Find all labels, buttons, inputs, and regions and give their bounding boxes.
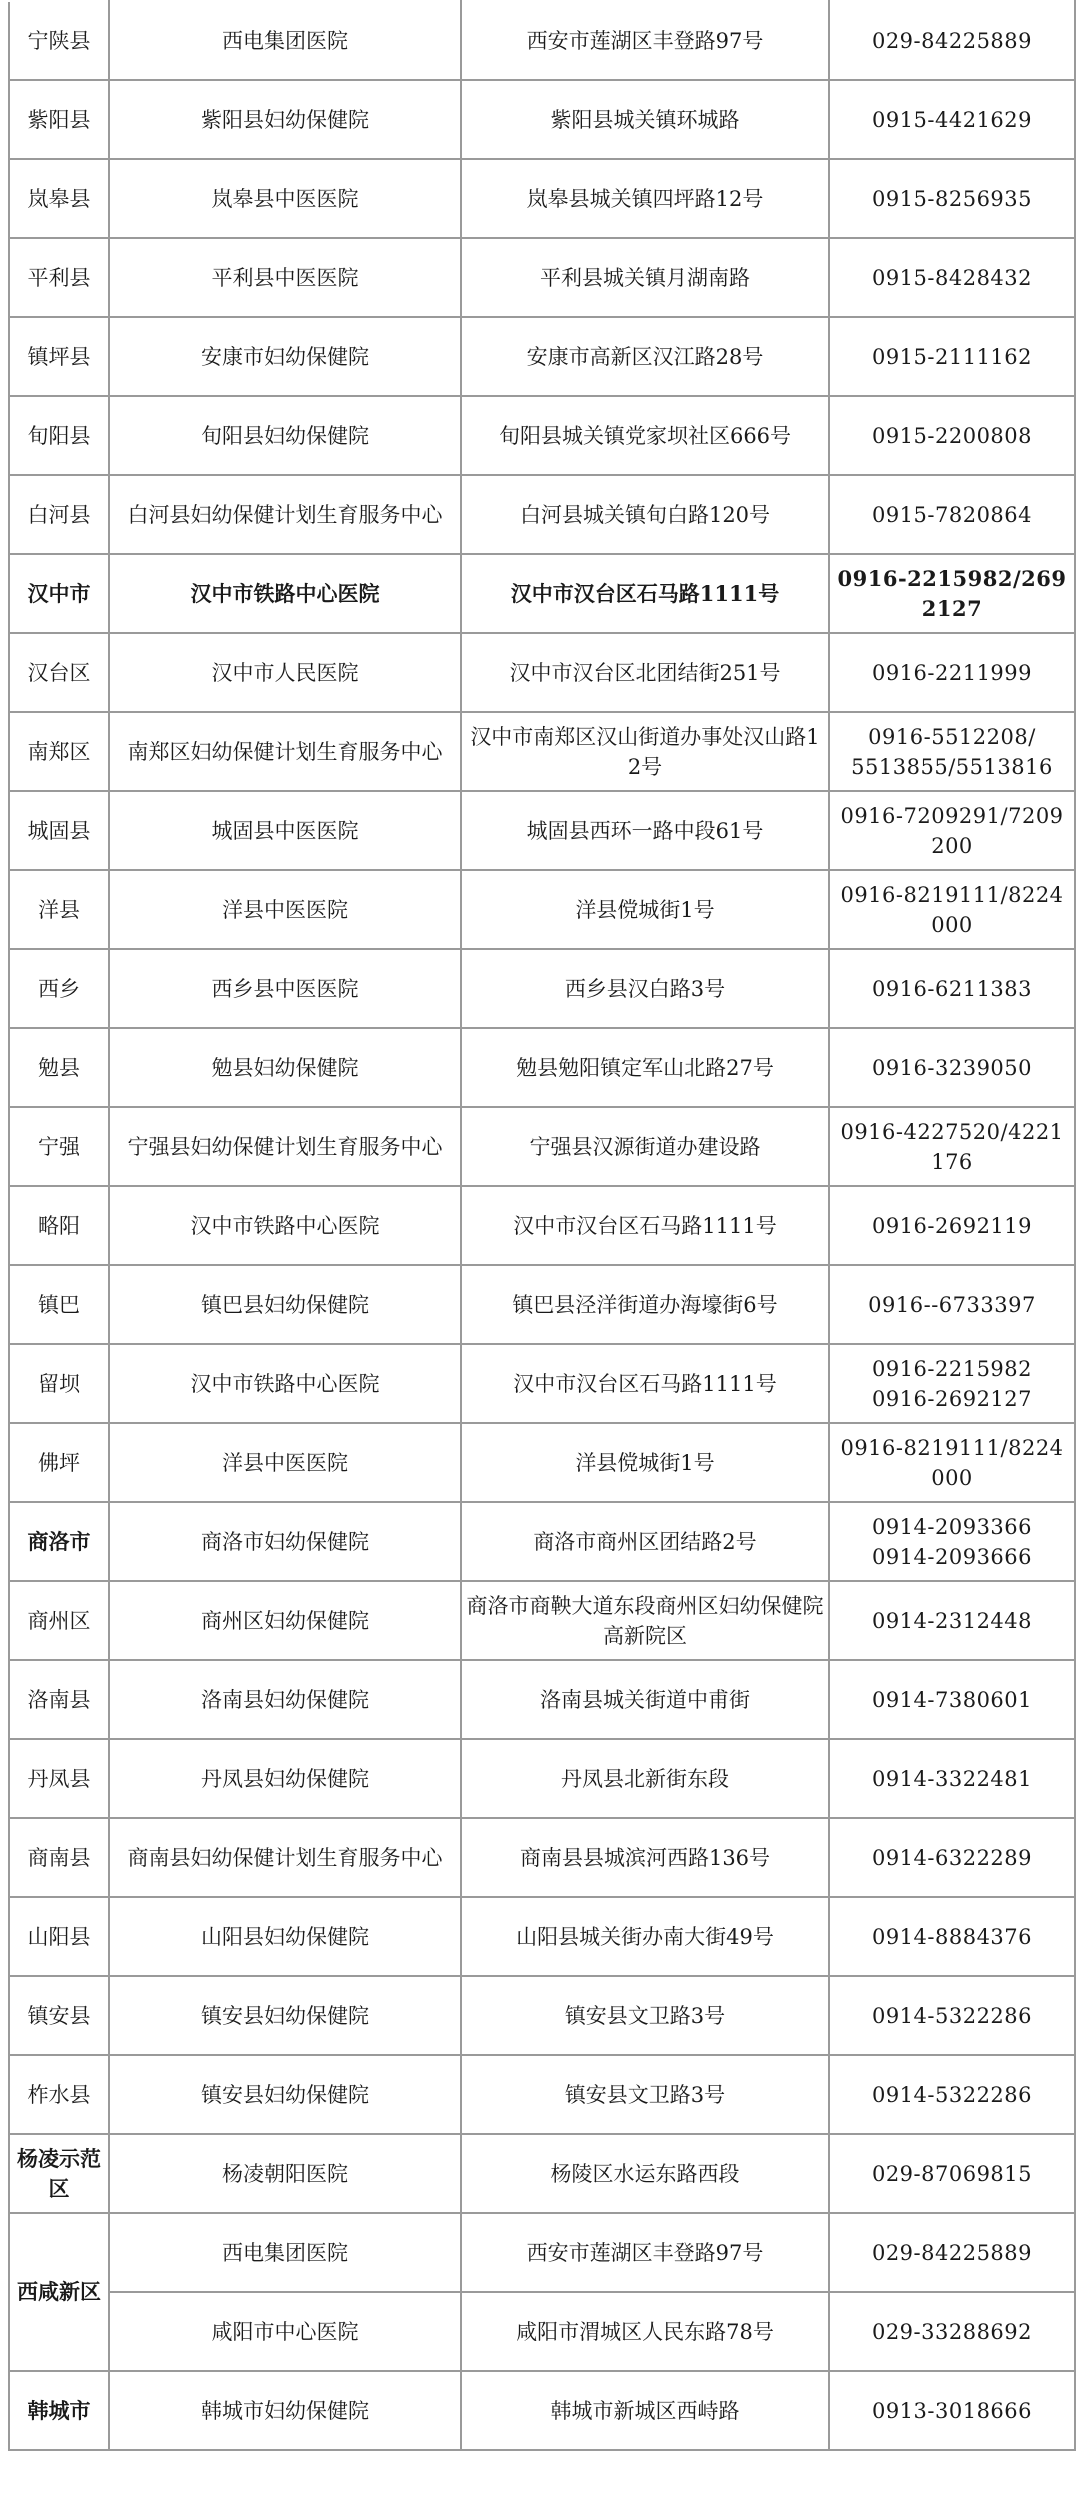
hospital-contact-table	[8, 0, 1076, 2451]
hospital-cell: 汉中市铁路中心医院	[109, 1186, 461, 1265]
table-row	[9, 1186, 1075, 1265]
table-body	[9, 1, 1075, 2450]
hospital-cell: 城固县中医医院	[109, 791, 461, 870]
phone-cell: 0915-2111162	[829, 317, 1075, 396]
address-cell: 安康市高新区汉江路28号	[461, 317, 829, 396]
address-cell: 西乡县汉白路3号	[461, 949, 829, 1028]
region-cell: 西咸新区	[9, 2213, 109, 2371]
table-row	[9, 554, 1075, 633]
hospital-cell: 商州区妇幼保健院	[109, 1581, 461, 1660]
address-cell: 商洛市商州区团结路2号	[461, 1502, 829, 1581]
phone-cell: 0915-7820864	[829, 475, 1075, 554]
table-row	[9, 1423, 1075, 1502]
table-row	[9, 1344, 1075, 1423]
phone-cell: 0914-2093366 0914-2093666	[829, 1502, 1075, 1581]
phone-cell: 0915-8428432	[829, 238, 1075, 317]
phone-cell: 0913-3018666	[829, 2371, 1075, 2450]
address-cell: 汉中市南郑区汉山街道办事处汉山路12号	[461, 712, 829, 791]
region-cell: 镇巴	[9, 1265, 109, 1344]
region-cell: 勉县	[9, 1028, 109, 1107]
region-cell: 韩城市	[9, 2371, 109, 2450]
table-row	[9, 1660, 1075, 1739]
phone-cell: 0916-6211383	[829, 949, 1075, 1028]
region-cell: 杨凌示范区	[9, 2134, 109, 2213]
table-row	[9, 870, 1075, 949]
region-cell: 略阳	[9, 1186, 109, 1265]
address-cell: 咸阳市渭城区人民东路78号	[461, 2292, 829, 2371]
address-cell: 西安市莲湖区丰登路97号	[461, 1, 829, 80]
table-row	[9, 317, 1075, 396]
table-row	[9, 1, 1075, 80]
phone-cell: 029-87069815	[829, 2134, 1075, 2213]
hospital-cell: 旬阳县妇幼保健院	[109, 396, 461, 475]
region-cell: 商洛市	[9, 1502, 109, 1581]
hospital-cell: 平利县中医医院	[109, 238, 461, 317]
region-cell: 留坝	[9, 1344, 109, 1423]
phone-cell: 0915-4421629	[829, 80, 1075, 159]
phone-cell: 0916-3239050	[829, 1028, 1075, 1107]
table-row	[9, 475, 1075, 554]
region-cell: 岚皋县	[9, 159, 109, 238]
address-cell: 汉中市汉台区石马路1111号	[461, 1344, 829, 1423]
hospital-cell: 镇巴县妇幼保健院	[109, 1265, 461, 1344]
address-cell: 杨陵区水运东路西段	[461, 2134, 829, 2213]
region-cell: 洋县	[9, 870, 109, 949]
hospital-cell: 宁强县妇幼保健计划生育服务中心	[109, 1107, 461, 1186]
phone-cell: 029-84225889	[829, 2213, 1075, 2292]
phone-cell: 0916-2215982/2692127	[829, 554, 1075, 633]
hospital-cell: 山阳县妇幼保健院	[109, 1897, 461, 1976]
region-cell: 城固县	[9, 791, 109, 870]
phone-cell: 0915-2200808	[829, 396, 1075, 475]
phone-cell: 0914-3322481	[829, 1739, 1075, 1818]
table-row	[9, 1028, 1075, 1107]
region-cell: 宁陕县	[9, 1, 109, 80]
address-cell: 山阳县城关街办南大街49号	[461, 1897, 829, 1976]
hospital-cell: 商南县妇幼保健计划生育服务中心	[109, 1818, 461, 1897]
hospital-cell: 西电集团医院	[109, 2213, 461, 2292]
phone-cell: 0916-7209291/7209200	[829, 791, 1075, 870]
table-row	[9, 712, 1075, 791]
phone-cell: 0916-2215982 0916-2692127	[829, 1344, 1075, 1423]
phone-cell: 0914-7380601	[829, 1660, 1075, 1739]
phone-cell: 0914-2312448	[829, 1581, 1075, 1660]
hospital-cell: 西乡县中医医院	[109, 949, 461, 1028]
hospital-cell: 汉中市铁路中心医院	[109, 1344, 461, 1423]
region-cell: 南郑区	[9, 712, 109, 791]
table-row	[9, 1976, 1075, 2055]
address-cell: 紫阳县城关镇环城路	[461, 80, 829, 159]
region-cell: 柞水县	[9, 2055, 109, 2134]
table-row	[9, 2371, 1075, 2450]
address-cell: 勉县勉阳镇定军山北路27号	[461, 1028, 829, 1107]
phone-cell: 029-33288692	[829, 2292, 1075, 2371]
region-cell: 商州区	[9, 1581, 109, 1660]
hospital-cell: 安康市妇幼保健院	[109, 317, 461, 396]
hospital-cell: 白河县妇幼保健计划生育服务中心	[109, 475, 461, 554]
table-row	[9, 1897, 1075, 1976]
table-row	[9, 1502, 1075, 1581]
address-cell: 镇安县文卫路3号	[461, 2055, 829, 2134]
hospital-cell: 咸阳市中心医院	[109, 2292, 461, 2371]
hospital-cell: 南郑区妇幼保健计划生育服务中心	[109, 712, 461, 791]
table-row	[9, 396, 1075, 475]
address-cell: 韩城市新城区西峙路	[461, 2371, 829, 2450]
hospital-cell: 汉中市铁路中心医院	[109, 554, 461, 633]
address-cell: 洛南县城关街道中甫街	[461, 1660, 829, 1739]
phone-cell: 0916-8219111/8224000	[829, 870, 1075, 949]
table-row	[9, 1818, 1075, 1897]
table-row	[9, 2134, 1075, 2213]
table-row	[9, 633, 1075, 712]
address-cell: 丹凤县北新街东段	[461, 1739, 829, 1818]
phone-cell: 0915-8256935	[829, 159, 1075, 238]
address-cell: 岚皋县城关镇四坪路12号	[461, 159, 829, 238]
hospital-cell: 韩城市妇幼保健院	[109, 2371, 461, 2450]
hospital-cell: 勉县妇幼保健院	[109, 1028, 461, 1107]
address-cell: 洋县傥城街1号	[461, 870, 829, 949]
phone-cell: 029-84225889	[829, 1, 1075, 80]
address-cell: 商南县县城滨河西路136号	[461, 1818, 829, 1897]
phone-cell: 0916-5512208/ 5513855/5513816	[829, 712, 1075, 791]
region-cell: 汉台区	[9, 633, 109, 712]
region-cell: 镇安县	[9, 1976, 109, 2055]
table-row	[9, 1107, 1075, 1186]
region-cell: 汉中市	[9, 554, 109, 633]
region-cell: 丹凤县	[9, 1739, 109, 1818]
hospital-cell: 杨凌朝阳医院	[109, 2134, 461, 2213]
hospital-cell: 洛南县妇幼保健院	[109, 1660, 461, 1739]
table-row	[9, 949, 1075, 1028]
phone-cell: 0916-8219111/8224000	[829, 1423, 1075, 1502]
region-cell: 白河县	[9, 475, 109, 554]
address-cell: 镇安县文卫路3号	[461, 1976, 829, 2055]
address-cell: 西安市莲湖区丰登路97号	[461, 2213, 829, 2292]
region-cell: 平利县	[9, 238, 109, 317]
phone-cell: 0916--6733397	[829, 1265, 1075, 1344]
table-row	[9, 238, 1075, 317]
hospital-cell: 洋县中医医院	[109, 1423, 461, 1502]
table-row	[9, 1581, 1075, 1660]
region-cell: 镇坪县	[9, 317, 109, 396]
hospital-cell: 岚皋县中医医院	[109, 159, 461, 238]
table-row	[9, 2055, 1075, 2134]
phone-cell: 0914-5322286	[829, 2055, 1075, 2134]
table-row	[9, 1265, 1075, 1344]
region-cell: 商南县	[9, 1818, 109, 1897]
hospital-cell: 商洛市妇幼保健院	[109, 1502, 461, 1581]
hospital-cell: 镇安县妇幼保健院	[109, 1976, 461, 2055]
address-cell: 汉中市汉台区北团结街251号	[461, 633, 829, 712]
address-cell: 镇巴县泾洋街道办海壕街6号	[461, 1265, 829, 1344]
region-cell: 佛坪	[9, 1423, 109, 1502]
table-row	[9, 1739, 1075, 1818]
address-cell: 汉中市汉台区石马路1111号	[461, 1186, 829, 1265]
address-cell: 宁强县汉源街道办建设路	[461, 1107, 829, 1186]
phone-cell: 0916-2211999	[829, 633, 1075, 712]
region-cell: 紫阳县	[9, 80, 109, 159]
phone-cell: 0914-8884376	[829, 1897, 1075, 1976]
address-cell: 汉中市汉台区石马路1111号	[461, 554, 829, 633]
region-cell: 洛南县	[9, 1660, 109, 1739]
region-cell: 西乡	[9, 949, 109, 1028]
address-cell: 城固县西环一路中段61号	[461, 791, 829, 870]
address-cell: 白河县城关镇旬白路120号	[461, 475, 829, 554]
region-cell: 山阳县	[9, 1897, 109, 1976]
hospital-cell: 镇安县妇幼保健院	[109, 2055, 461, 2134]
hospital-cell: 丹凤县妇幼保健院	[109, 1739, 461, 1818]
hospital-cell: 洋县中医医院	[109, 870, 461, 949]
table-row	[9, 791, 1075, 870]
hospital-cell: 紫阳县妇幼保健院	[109, 80, 461, 159]
phone-cell: 0914-5322286	[829, 1976, 1075, 2055]
table-row	[9, 2292, 1075, 2371]
address-cell: 旬阳县城关镇党家坝社区666号	[461, 396, 829, 475]
table-row	[9, 2213, 1075, 2292]
hospital-cell: 西电集团医院	[109, 1, 461, 80]
region-cell: 宁强	[9, 1107, 109, 1186]
address-cell: 洋县傥城街1号	[461, 1423, 829, 1502]
table-row	[9, 80, 1075, 159]
address-cell: 平利县城关镇月湖南路	[461, 238, 829, 317]
table-row	[9, 159, 1075, 238]
address-cell: 商洛市商鞅大道东段商州区妇幼保健院高新院区	[461, 1581, 829, 1660]
phone-cell: 0914-6322289	[829, 1818, 1075, 1897]
phone-cell: 0916-4227520/4221176	[829, 1107, 1075, 1186]
phone-cell: 0916-2692119	[829, 1186, 1075, 1265]
region-cell: 旬阳县	[9, 396, 109, 475]
hospital-cell: 汉中市人民医院	[109, 633, 461, 712]
